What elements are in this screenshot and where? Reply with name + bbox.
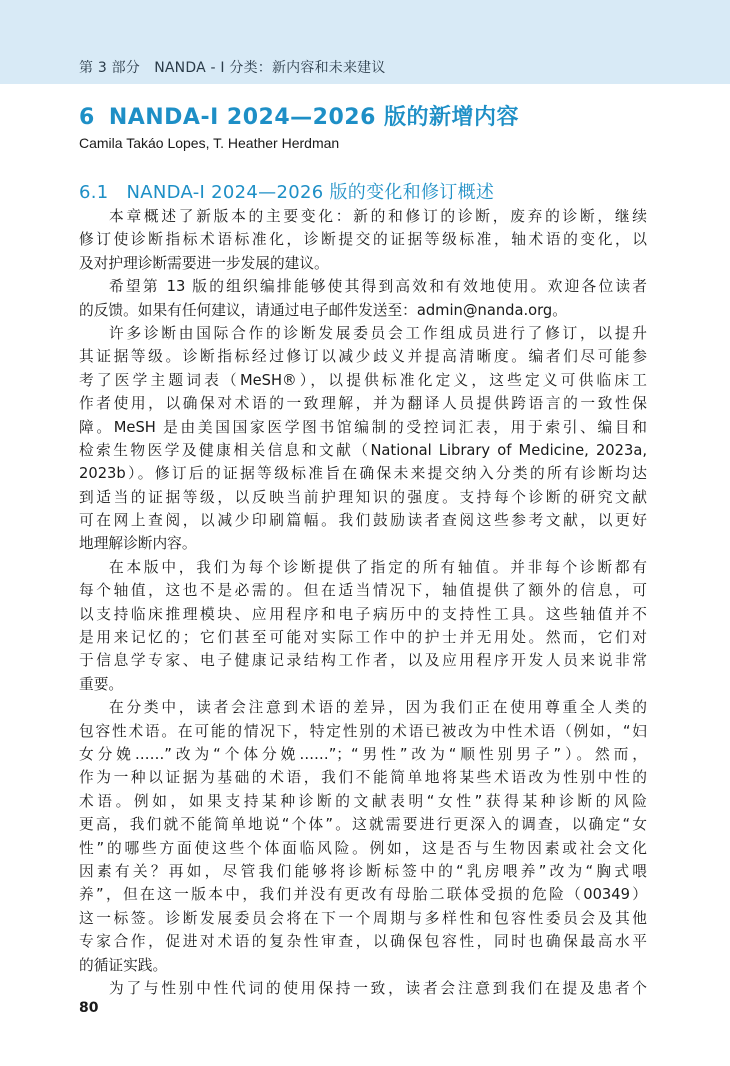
body-line: 及对护理诊断需要进一步发展的建议。 (79, 254, 329, 272)
body-line: 专家合作，促进对术语的复杂性审查，以确保包容性，同时也确保最高水平 (79, 933, 647, 951)
body-line: 修订使诊断指标术语标准化，诊断提交的证据等级标准，轴术语的变化，以 (79, 231, 647, 249)
body-line: 重要。 (79, 675, 124, 693)
body-line: 考了医学主题词表（MeSH®），以提供标准化定义，这些定义可供临床工 (79, 371, 647, 389)
body-line: 女分娩……”改为“个体分娩……”；“男性”改为“顺性别男子”）。然而， (79, 745, 647, 763)
body-line: 的反馈。如果有任何建议，请通过电子邮件发送至：admin@nanda.org。 (79, 301, 567, 319)
chapter-number: 6 (79, 105, 95, 130)
chapter-title (79, 100, 519, 131)
body-line: 作为一种以证据为基础的术语，我们不能简单地将某些术语改为性别中性的 (79, 769, 647, 787)
body-line: 的循证实践。 (79, 956, 168, 974)
body-line: 地理解诊断内容。 (79, 535, 197, 553)
body-line: 养”，但在这一版本中，我们并没有更改有母胎二联体受损的危险（00349） (79, 886, 647, 904)
body-line: 包容性术语。在可能的情况下，特定性别的术语已被改为中性术语（例如，“妇 (79, 722, 647, 740)
page-number: 80 (79, 1000, 99, 1016)
body-line: 是用来记忆的；它们甚至可能对实际工作中的护士并无用处。然而，它们对 (79, 629, 647, 647)
body-line: 障。MeSH 是由美国国家医学图书馆编制的受控词汇表，用于索引、编目和 (79, 418, 647, 436)
running-title: 第 3 部分 NANDA - I 分类：新内容和未来建议 (79, 60, 386, 76)
body-line: 可在网上查阅，以减少印刷篇幅。我们鼓励读者查阅这些参考文献，以更好 (79, 512, 647, 530)
running-header (0, 0, 730, 84)
body-line: 本章概述了新版本的主要变化：新的和修订的诊断，废弃的诊断，继续 (109, 208, 647, 225)
body-line: 检索生物医学及健康相关信息和文献（National Library of Medicine, 2023a, (79, 441, 647, 459)
body-line: 更高，我们就不能简单地说“个体”。这就需要进行更深入的调查，以确定“女 (79, 816, 647, 834)
body-line: 每个轴值，这也不是必需的。但在适当情况下，轴值提供了额外的信息，可 (79, 582, 647, 600)
body-line: 作者使用，以确保对术语的一致理解，并为翻译人员提供跨语言的一致性保 (79, 395, 647, 413)
body-line: 以支持临床推理模块、应用程序和电子病历中的支持性工具。这些轴值并不 (79, 605, 647, 623)
section-number: 6.1 (79, 182, 109, 203)
section-title-text: NANDA-I 2024—2026 版的变化和修订概述 (126, 182, 495, 203)
body-line: 因素有关？再如，尽管我们能够将诊断标签中的“乳房喂养”改为“胸式喂 (79, 862, 647, 880)
body-line: 到适当的证据等级，以反映当前护理知识的强度。支持每个诊断的研究文献 (79, 488, 647, 506)
chapter-authors: Camila Takáo Lopes, T. Heather Herdman (79, 135, 340, 151)
body-line: 在本版中，我们为每个诊断提供了指定的所有轴值。并非每个诊断都有 (109, 558, 647, 576)
body-line: 其证据等级。诊断指标经过修订以减少歧义并提高清晰度。编者们尽可能参 (79, 348, 647, 366)
body-line: 2023b）。修订后的证据等级标准旨在确保未来提交纳入分类的所有诊断均达 (79, 465, 647, 483)
chapter-title-text: NANDA-I 2024—2026 版的新增内容 (108, 105, 520, 130)
body-line: 这一标签。诊断发展委员会将在下一个周期与多样性和包容性委员会及其他 (79, 909, 647, 927)
body-line: 于信息学专家、电子健康记录结构工作者，以及应用程序开发人员来说非常 (79, 652, 647, 670)
body-line: 为了与性别中性代词的使用保持一致，读者会注意到我们在提及患者个 (109, 979, 647, 997)
body-text (79, 205, 647, 1000)
section-title (79, 178, 494, 204)
body-line: 许多诊断由国际合作的诊断发展委员会工作组成员进行了修订，以提升 (109, 324, 647, 342)
body-line: 在分类中，读者会注意到术语的差异，因为我们正在使用尊重全人类的 (109, 699, 647, 717)
body-line: 希望第 13 版的组织编排能够使其得到高效和有效地使用。欢迎各位读者 (109, 278, 647, 296)
body-line: 性”的哪些方面使这些个体面临风险。例如，这是否与生物因素或社会文化 (79, 839, 647, 857)
body-line: 术语。例如，如果支持某种诊断的文献表明“女性”获得某种诊断的风险 (79, 792, 647, 810)
